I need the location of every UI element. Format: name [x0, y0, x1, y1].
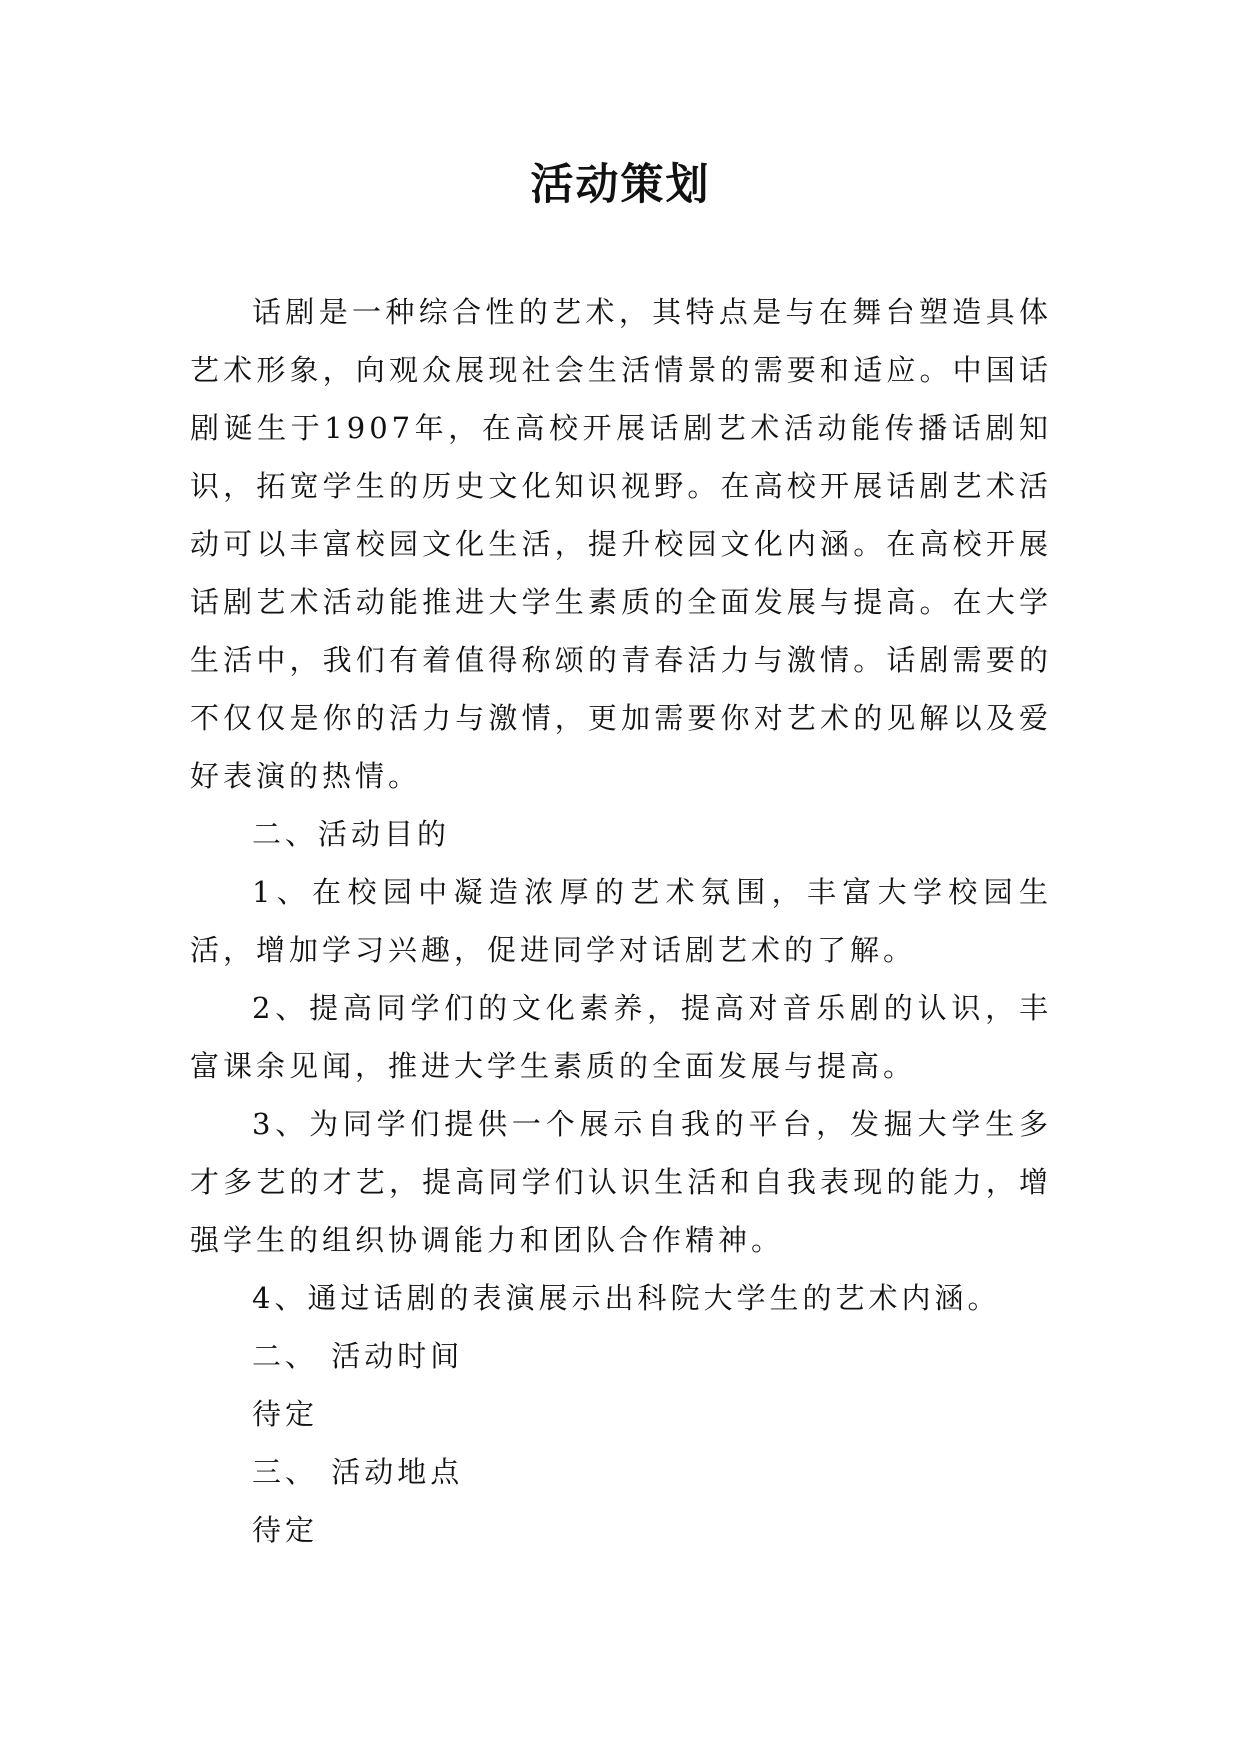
purpose-item-3: 3、为同学们提供一个展示自我的平台，发掘大学生多才多艺的才艺，提高同学们认识生活和自我表现的能力，增强学生的组织协调能力和团队合作精神。	[190, 1107, 1052, 1257]
purpose-item-1: 1、在校园中凝造浓厚的艺术氛围，丰富大学校园生活，增加学习兴趣，促进同学对话剧艺术的了解。	[190, 875, 1052, 967]
time-value: 待定	[252, 1397, 319, 1431]
intro-paragraph: 话剧是一种综合性的艺术，其特点是与在舞台塑造具体艺术形象，向观众展现社会生活情景的需要和适应。中国话剧诞生于1907年，在高校开展话剧艺术活动能传播话剧知识，拓宽学生的历史文化知识视野。在高校开展话剧艺术活动可以丰富校园文化生活，提升校园文化内涵。在高校开展话剧艺术活动能推进大学生素质的全面发展与提高。在大学生活中，我们有着值得称颂的青春活力与激情。话剧需要的不仅仅是你的活力与激情，更加需要你对艺术的见解以及爱好表演的热情。	[190, 295, 1052, 793]
section-heading-purpose: 二、活动目的	[252, 817, 451, 851]
document-body	[190, 283, 1052, 1559]
purpose-item-4: 4、通过话剧的表演展示出科院大学生的艺术内涵。	[252, 1281, 1001, 1315]
purpose-item-2: 2、提高同学们的文化素养，提高对音乐剧的认识，丰富课余见闻，推进大学生素质的全面发展与提高。	[190, 991, 1052, 1083]
document-title: 活动策划	[530, 160, 711, 210]
location-value: 待定	[252, 1513, 319, 1547]
section-heading-location: 三、 活动地点	[252, 1455, 464, 1489]
section-heading-time: 二、 活动时间	[252, 1339, 464, 1373]
